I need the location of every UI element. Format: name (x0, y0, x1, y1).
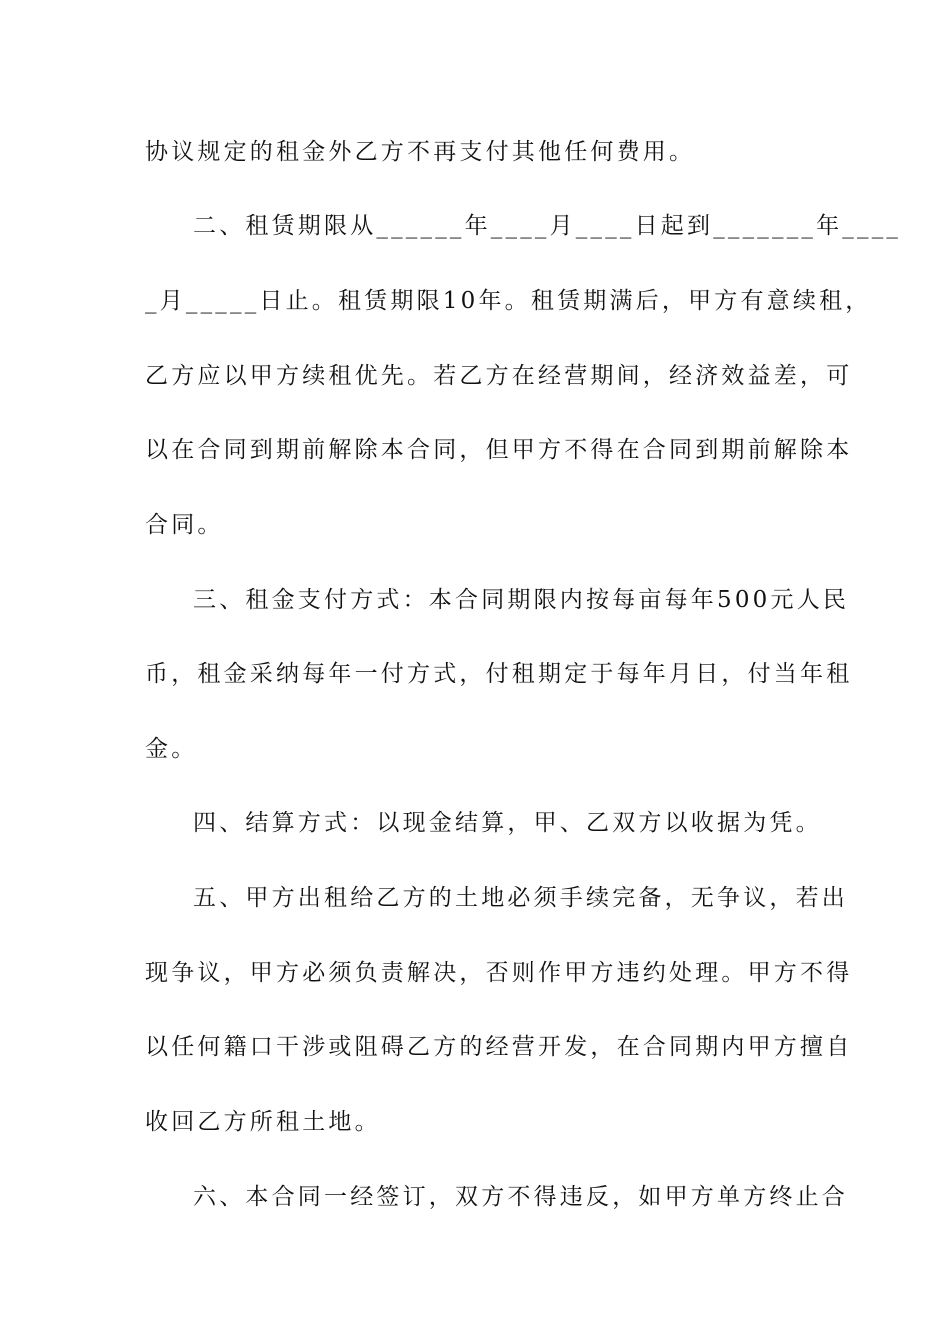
text-line: _月_____日止。租赁期限10年。租赁期满后，甲方有意续租， (145, 288, 872, 314)
text-line: 现争议，甲方必须负责解决，否则作甲方违约处理。甲方不得 (145, 960, 853, 986)
text-line: 以任何籍口干涉或阻碍乙方的经营开发，在合同期内甲方擅自 (145, 1034, 853, 1060)
text-line: 四、结算方式：以现金结算，甲、乙双方以收据为凭。 (193, 810, 822, 836)
text-line: 乙方应以甲方续租优先。若乙方在经营期间，经济效益差，可 (145, 363, 853, 389)
text-line: 合同。 (145, 512, 224, 538)
text-line: 三、租金支付方式：本合同期限内按每亩每年500元人民 (193, 587, 850, 613)
text-line: 收回乙方所租土地。 (145, 1109, 381, 1135)
text-line: 金。 (145, 736, 198, 762)
text-line: 以在合同到期前解除本合同，但甲方不得在合同到期前解除本 (145, 437, 853, 463)
text-line: 五、甲方出租给乙方的土地必须手续完备，无争议，若出 (193, 885, 848, 911)
text-line: 协议规定的租金外乙方不再支付其他任何费用。 (145, 139, 696, 165)
text-line: 六、本合同一经签订，双方不得违反，如甲方单方终止合 (193, 1184, 848, 1210)
text-line: 币，租金采纳每年一付方式，付租期定于每年月日，付当年租 (145, 661, 853, 687)
text-line: 二、租赁期限从______年____月____日起到_______年____ (193, 213, 902, 239)
